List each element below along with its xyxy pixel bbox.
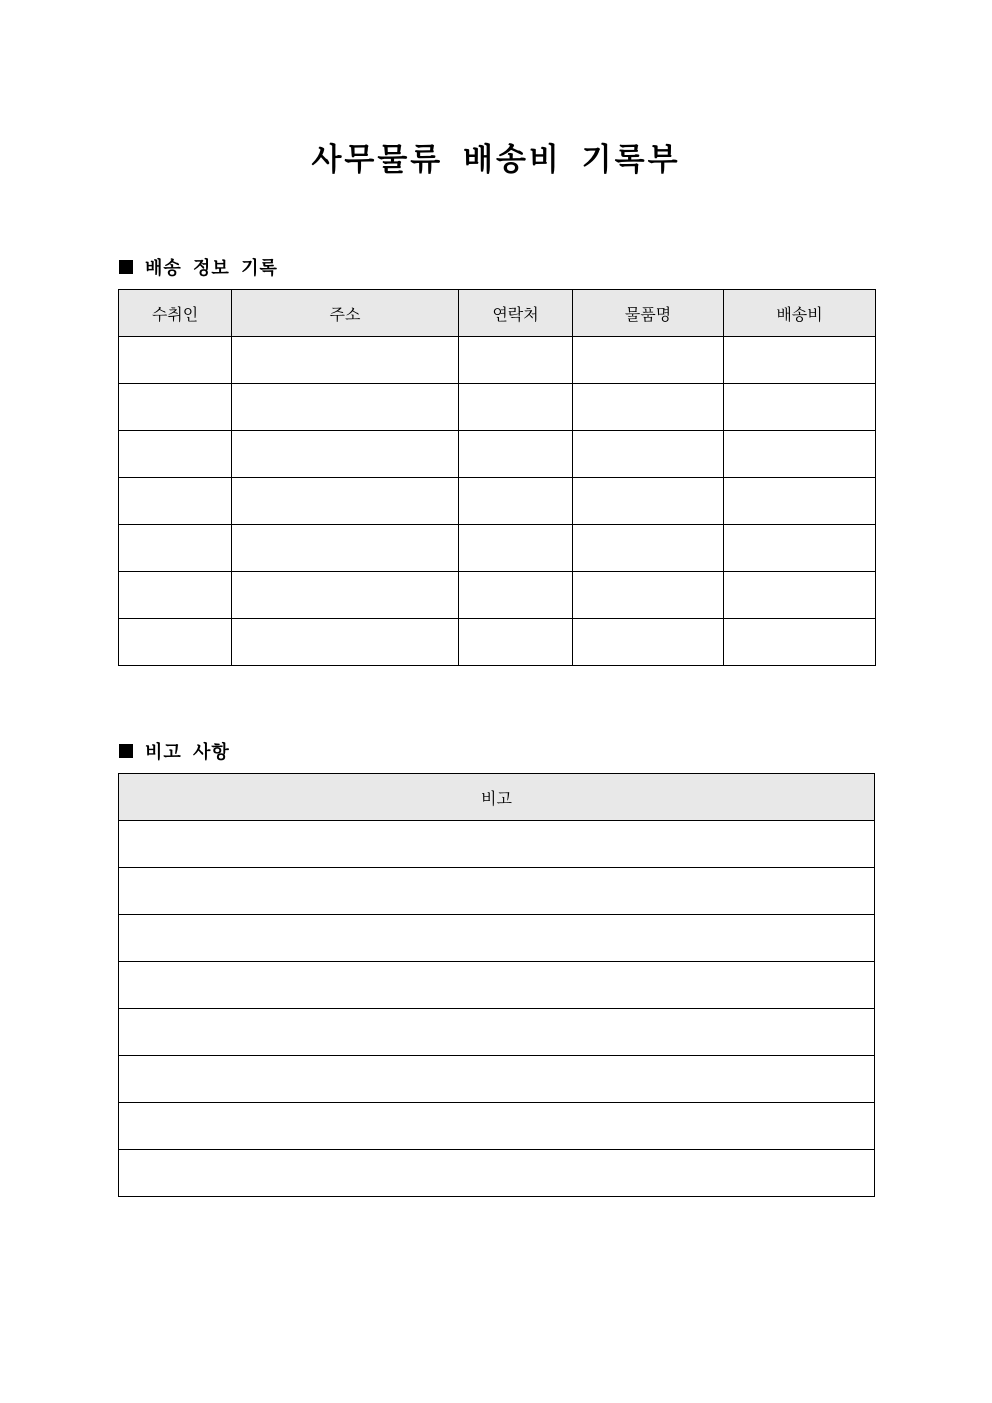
square-bullet-icon	[119, 260, 133, 274]
table-row	[119, 1150, 875, 1197]
table-cell[interactable]	[119, 431, 232, 478]
table-cell[interactable]	[724, 431, 876, 478]
notes-cell[interactable]	[119, 962, 875, 1009]
table-cell[interactable]	[119, 384, 232, 431]
table-row	[119, 337, 876, 384]
table-cell[interactable]	[232, 619, 459, 666]
notes-cell[interactable]	[119, 1009, 875, 1056]
column-header-item-name: 물품명	[573, 290, 724, 337]
notes-section-label: 비고 사항	[145, 742, 230, 763]
table-cell[interactable]	[724, 619, 876, 666]
table-cell[interactable]	[573, 431, 724, 478]
notes-cell[interactable]	[119, 821, 875, 868]
shipping-table	[118, 289, 876, 666]
shipping-header-row	[119, 290, 876, 337]
notes-header-row	[119, 774, 875, 821]
table-cell[interactable]	[459, 619, 573, 666]
column-header-notes: 비고	[119, 774, 875, 821]
table-cell[interactable]	[573, 337, 724, 384]
table-cell[interactable]	[573, 478, 724, 525]
table-cell[interactable]	[119, 572, 232, 619]
table-cell[interactable]	[573, 384, 724, 431]
table-row	[119, 525, 876, 572]
table-row	[119, 821, 875, 868]
table-cell[interactable]	[119, 525, 232, 572]
table-cell[interactable]	[573, 525, 724, 572]
table-row	[119, 962, 875, 1009]
column-header-address: 주소	[232, 290, 459, 337]
table-cell[interactable]	[232, 337, 459, 384]
table-cell[interactable]	[724, 478, 876, 525]
table-cell[interactable]	[573, 572, 724, 619]
table-row	[119, 478, 876, 525]
notes-cell[interactable]	[119, 1103, 875, 1150]
table-row	[119, 1103, 875, 1150]
table-cell[interactable]	[459, 337, 573, 384]
notes-section-heading	[119, 738, 230, 764]
table-row	[119, 572, 876, 619]
table-cell[interactable]	[724, 384, 876, 431]
notes-table	[118, 773, 875, 1197]
notes-cell[interactable]	[119, 1056, 875, 1103]
table-row	[119, 1009, 875, 1056]
column-header-contact: 연락처	[459, 290, 573, 337]
table-cell[interactable]	[232, 431, 459, 478]
table-cell[interactable]	[232, 478, 459, 525]
table-cell[interactable]	[459, 384, 573, 431]
table-cell[interactable]	[232, 572, 459, 619]
table-cell[interactable]	[459, 478, 573, 525]
table-cell[interactable]	[119, 337, 232, 384]
square-bullet-icon	[119, 744, 133, 758]
table-cell[interactable]	[459, 572, 573, 619]
table-row	[119, 431, 876, 478]
table-row	[119, 868, 875, 915]
table-cell[interactable]	[724, 337, 876, 384]
table-cell[interactable]	[459, 431, 573, 478]
table-cell[interactable]	[119, 619, 232, 666]
table-cell[interactable]	[573, 619, 724, 666]
notes-cell[interactable]	[119, 915, 875, 962]
notes-cell[interactable]	[119, 868, 875, 915]
table-cell[interactable]	[232, 525, 459, 572]
notes-cell[interactable]	[119, 1150, 875, 1197]
table-row	[119, 384, 876, 431]
column-header-recipient: 수취인	[119, 290, 232, 337]
page-title: 사무물류 배송비 기록부	[311, 142, 681, 178]
table-cell[interactable]	[459, 525, 573, 572]
table-row	[119, 1056, 875, 1103]
shipping-section-label: 배송 정보 기록	[145, 258, 278, 279]
shipping-section-heading	[119, 254, 278, 280]
table-cell[interactable]	[119, 478, 232, 525]
table-row	[119, 915, 875, 962]
table-cell[interactable]	[232, 384, 459, 431]
table-row	[119, 619, 876, 666]
table-cell[interactable]	[724, 525, 876, 572]
table-cell[interactable]	[724, 572, 876, 619]
column-header-shipping-fee: 배송비	[724, 290, 876, 337]
